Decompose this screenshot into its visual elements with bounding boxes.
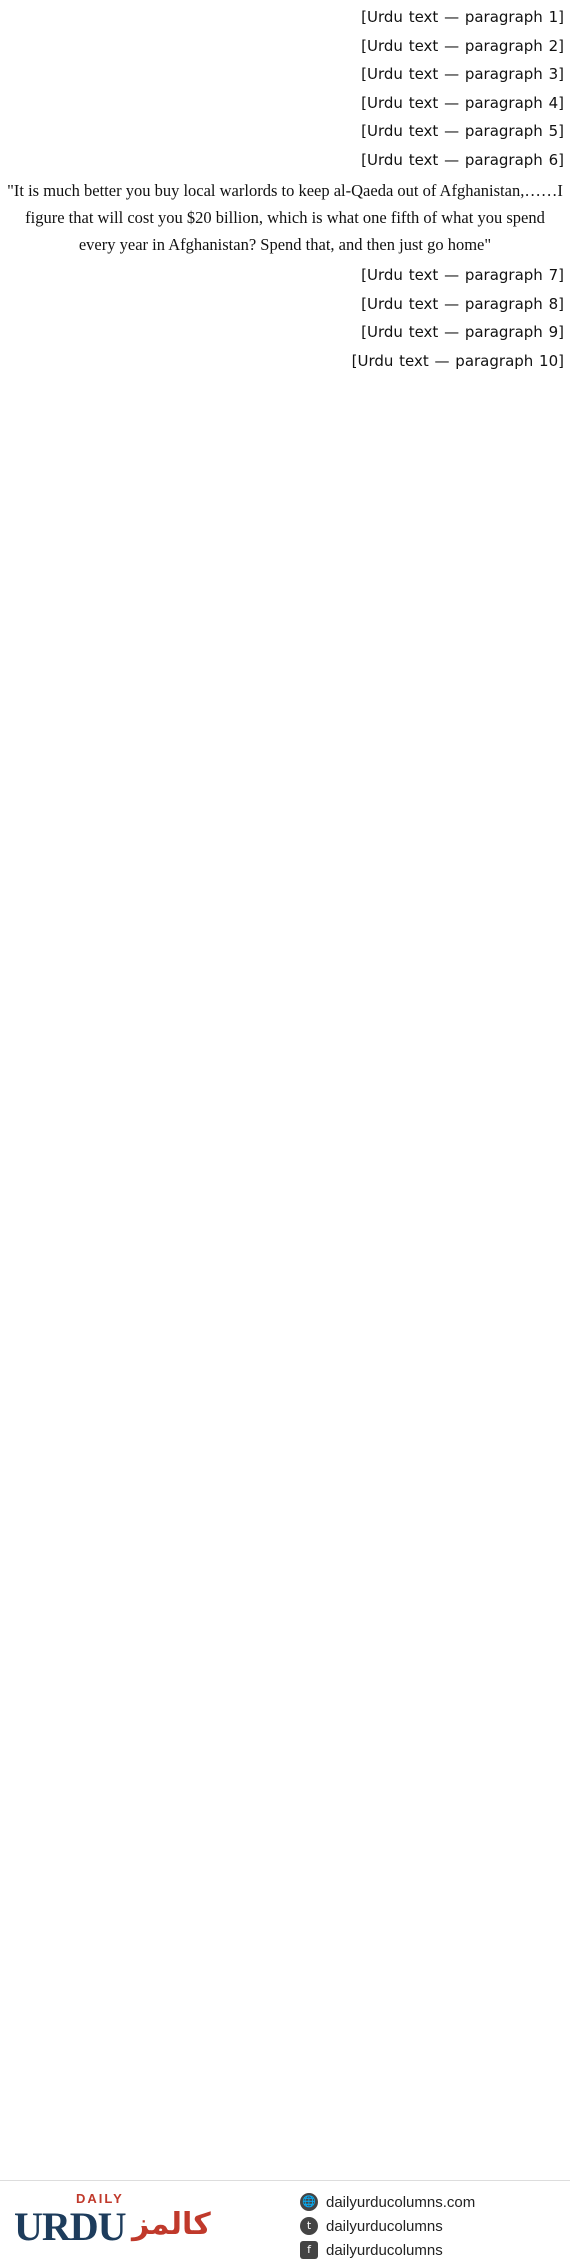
article-paragraph: [Urdu text — paragraph 3] [361,65,564,83]
footer-link-text: dailyurducolumns [326,2241,443,2259]
article-paragraph: [Urdu text — paragraph 6] [361,150,564,169]
footer-link-text: dailyurducolumns.com [326,2193,476,2211]
logo-urdu: URDU [14,2204,126,2249]
facebook-icon: f [300,2241,318,2259]
article-paragraphs-after [6,262,564,374]
footer-link-twitter[interactable] [300,2215,560,2237]
article-paragraph: [Urdu text — paragraph 10] [351,351,564,370]
article-paragraphs-before [6,4,564,173]
article-paragraph: [Urdu text — paragraph 2] [361,36,564,55]
footer-link-facebook[interactable] [300,2239,560,2261]
footer-link-text: dailyurducolumns [326,2217,443,2235]
article-paragraph: [Urdu text — paragraph 1] [361,8,564,26]
site-logo [14,2189,229,2259]
article-paragraph: [Urdu text — paragraph 5] [361,122,564,140]
article-body [6,4,564,2176]
article-paragraph: [Urdu text — paragraph 9] [361,323,564,341]
globe-icon: 🌐 [300,2193,318,2211]
article-paragraph: [Urdu text — paragraph 7] [361,266,564,284]
footer [0,2180,570,2266]
footer-links [300,2191,560,2263]
logo-columns: کالمز [132,2207,211,2242]
footer-link-website[interactable] [300,2191,560,2213]
twitter-icon: t [300,2217,318,2235]
article-paragraph: [Urdu text — paragraph 4] [361,93,564,112]
article-paragraph: [Urdu text — paragraph 8] [361,294,564,313]
logo-daily: DAILY [76,2191,124,2206]
english-quote: "It is much better you buy local warlords to keep al-Qaeda out of Afghanistan,……I figure that will cost you $20 billion, which is what one fifth of what you spend every year in Afghanistan? Spend that, and then just go home" [7,181,563,254]
